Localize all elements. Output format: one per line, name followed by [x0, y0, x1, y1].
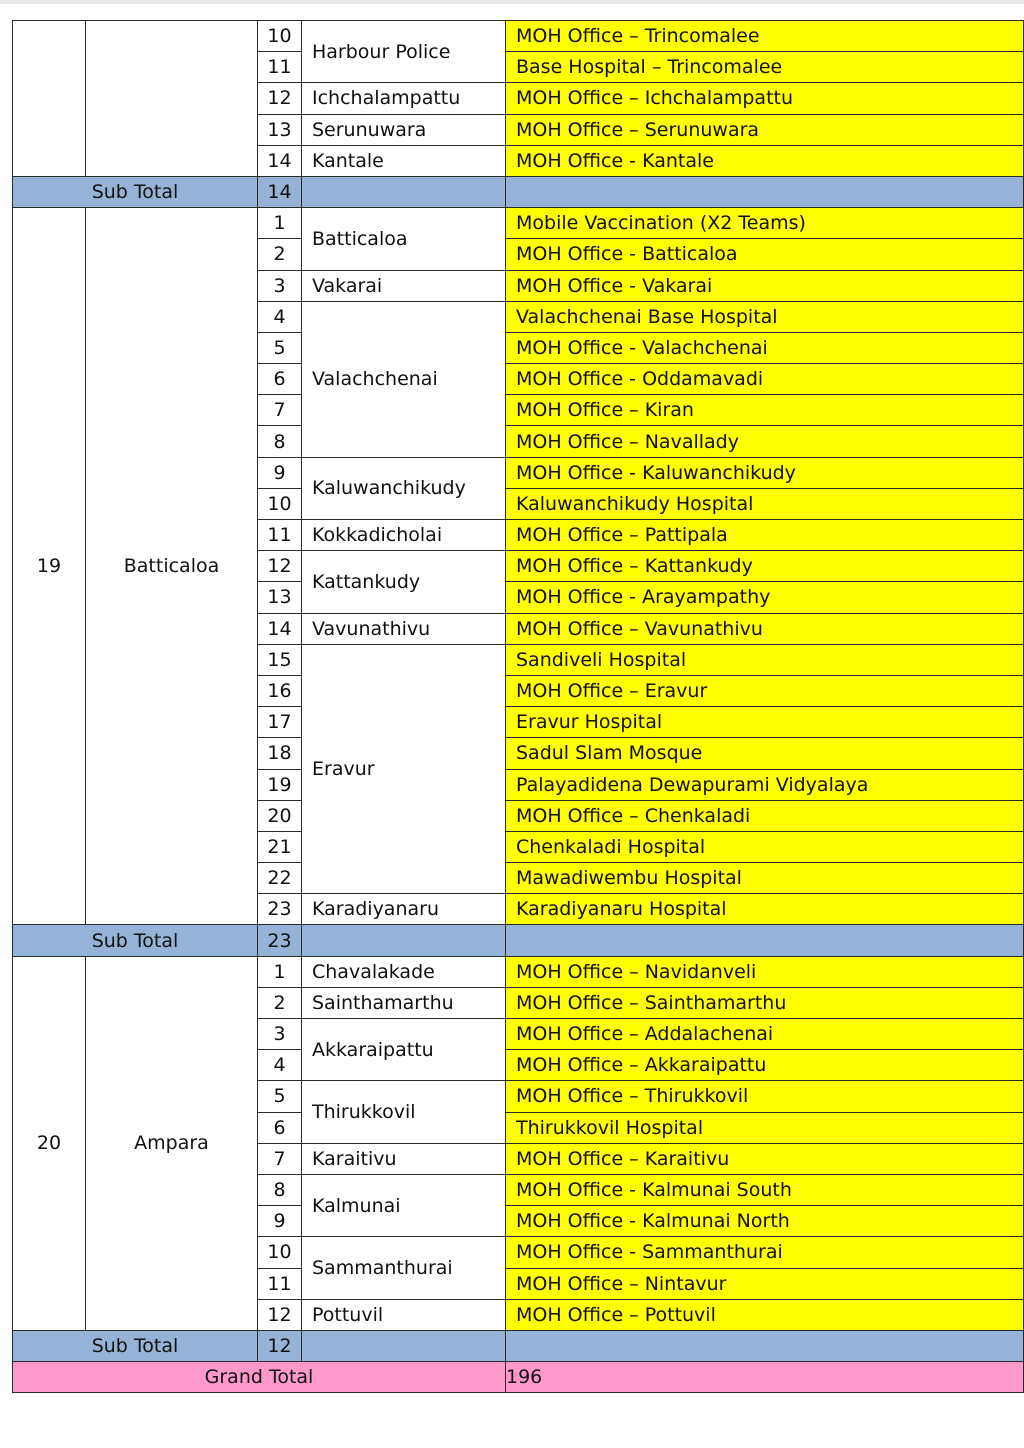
division-name: Kaluwanchikudy: [302, 457, 506, 519]
subtotal-value: 23: [258, 925, 302, 956]
district-name: Batticaloa: [86, 208, 258, 925]
row-number: 9: [258, 1206, 302, 1237]
row-number: 1: [258, 956, 302, 987]
vaccination-location: MOH Office - Valachchenai: [506, 332, 1024, 363]
division-name: Chavalakade: [302, 956, 506, 987]
grand-total-value: 196: [506, 1362, 1024, 1393]
row-number: 23: [258, 894, 302, 925]
top-divider: [0, 0, 1024, 4]
division-name: Kokkadicholai: [302, 520, 506, 551]
row-number: 13: [258, 582, 302, 613]
division-name: Sammanthurai: [302, 1237, 506, 1299]
division-name: Vavunathivu: [302, 613, 506, 644]
subtotal-row: [13, 925, 1024, 956]
row-number: 10: [258, 1237, 302, 1268]
subtotal-label: Sub Total: [13, 1330, 258, 1361]
subtotal-label: Sub Total: [13, 176, 258, 207]
subtotal-row: [13, 176, 1024, 207]
vaccination-location: MOH Office – Addalachenai: [506, 1019, 1024, 1050]
vaccination-location: Kaluwanchikudy Hospital: [506, 488, 1024, 519]
row-number: 7: [258, 395, 302, 426]
table-row: [13, 956, 1024, 987]
vaccination-location: MOH Office - Batticaloa: [506, 239, 1024, 270]
row-number: 6: [258, 1112, 302, 1143]
subtotal-value: 12: [258, 1330, 302, 1361]
division-name: Thirukkovil: [302, 1081, 506, 1143]
vaccination-location: MOH Office - Kalmunai North: [506, 1206, 1024, 1237]
vaccination-location: Eravur Hospital: [506, 707, 1024, 738]
division-name: Harbour Police: [302, 21, 506, 83]
row-number: 11: [258, 520, 302, 551]
row-number: 9: [258, 457, 302, 488]
row-number: 1: [258, 208, 302, 239]
district-name: [86, 21, 258, 177]
vaccination-location: Karadiyanaru Hospital: [506, 894, 1024, 925]
division-name: Eravur: [302, 644, 506, 894]
vaccination-location: MOH Office - Oddamavadi: [506, 364, 1024, 395]
district-number: [13, 21, 86, 177]
vaccination-location: MOH Office – Kiran: [506, 395, 1024, 426]
row-number: 21: [258, 831, 302, 862]
subtotal-row: [13, 1330, 1024, 1361]
subtotal-blank: [506, 176, 1024, 207]
division-name: Karadiyanaru: [302, 894, 506, 925]
vaccination-location: Mawadiwembu Hospital: [506, 863, 1024, 894]
division-name: Akkaraipattu: [302, 1019, 506, 1081]
division-name: Batticaloa: [302, 208, 506, 270]
row-number: 22: [258, 863, 302, 894]
subtotal-blank: [506, 925, 1024, 956]
vaccination-location: Palayadidena Dewapurami Vidyalaya: [506, 769, 1024, 800]
row-number: 11: [258, 52, 302, 83]
division-name: Ichchalampattu: [302, 83, 506, 114]
row-number: 19: [258, 769, 302, 800]
vaccination-location: MOH Office – Eravur: [506, 675, 1024, 706]
row-number: 3: [258, 270, 302, 301]
table-row: [13, 21, 1024, 52]
row-number: 18: [258, 738, 302, 769]
row-number: 14: [258, 613, 302, 644]
row-number: 16: [258, 675, 302, 706]
vaccination-location: MOH Office – Vavunathivu: [506, 613, 1024, 644]
row-number: 10: [258, 488, 302, 519]
row-number: 11: [258, 1268, 302, 1299]
subtotal-label: Sub Total: [13, 925, 258, 956]
vaccination-location: MOH Office - Kalmunai South: [506, 1174, 1024, 1205]
vaccination-location: MOH Office – Trincomalee: [506, 21, 1024, 52]
table-row: [13, 208, 1024, 239]
division-name: Kattankudy: [302, 551, 506, 613]
subtotal-blank: [302, 925, 506, 956]
row-number: 13: [258, 114, 302, 145]
row-number: 7: [258, 1143, 302, 1174]
vaccination-location: MOH Office – Sainthamarthu: [506, 987, 1024, 1018]
row-number: 5: [258, 1081, 302, 1112]
subtotal-blank: [302, 176, 506, 207]
vaccination-location: Thirukkovil Hospital: [506, 1112, 1024, 1143]
row-number: 17: [258, 707, 302, 738]
division-name: Serunuwara: [302, 114, 506, 145]
vaccination-location: MOH Office - Vakarai: [506, 270, 1024, 301]
vaccination-location: MOH Office – Akkaraipattu: [506, 1050, 1024, 1081]
vaccination-location: Sandiveli Hospital: [506, 644, 1024, 675]
row-number: 8: [258, 1174, 302, 1205]
grand-total-label: Grand Total: [13, 1362, 506, 1393]
vaccination-location: MOH Office – Karaitivu: [506, 1143, 1024, 1174]
row-number: 2: [258, 239, 302, 270]
row-number: 12: [258, 83, 302, 114]
vaccination-location: MOH Office – Navidanveli: [506, 956, 1024, 987]
vaccination-location: MOH Office – Pattipala: [506, 520, 1024, 551]
division-name: Karaitivu: [302, 1143, 506, 1174]
vaccination-location: Mobile Vaccination (X2 Teams): [506, 208, 1024, 239]
district-number: 20: [13, 956, 86, 1330]
row-number: 10: [258, 21, 302, 52]
vaccination-centres-table: [12, 20, 1024, 1393]
division-name: Vakarai: [302, 270, 506, 301]
division-name: Sainthamarthu: [302, 987, 506, 1018]
district-number: 19: [13, 208, 86, 925]
vaccination-location: MOH Office – Ichchalampattu: [506, 83, 1024, 114]
row-number: 3: [258, 1019, 302, 1050]
vaccination-location: MOH Office – Thirukkovil: [506, 1081, 1024, 1112]
vaccination-location: Base Hospital – Trincomalee: [506, 52, 1024, 83]
row-number: 8: [258, 426, 302, 457]
division-name: Kalmunai: [302, 1174, 506, 1236]
vaccination-location: MOH Office - Kantale: [506, 145, 1024, 176]
vaccination-location: MOH Office – Kattankudy: [506, 551, 1024, 582]
vaccination-location: MOH Office – Nintavur: [506, 1268, 1024, 1299]
row-number: 2: [258, 987, 302, 1018]
vaccination-location: Sadul Slam Mosque: [506, 738, 1024, 769]
row-number: 15: [258, 644, 302, 675]
row-number: 20: [258, 800, 302, 831]
row-number: 4: [258, 1050, 302, 1081]
vaccination-location: MOH Office – Chenkaladi: [506, 800, 1024, 831]
row-number: 6: [258, 364, 302, 395]
vaccination-location: MOH Office - Arayampathy: [506, 582, 1024, 613]
vaccination-location: MOH Office - Kaluwanchikudy: [506, 457, 1024, 488]
row-number: 4: [258, 301, 302, 332]
grand-total-row: [13, 1362, 1024, 1393]
district-name: Ampara: [86, 956, 258, 1330]
division-name: Valachchenai: [302, 301, 506, 457]
row-number: 12: [258, 551, 302, 582]
subtotal-blank: [506, 1330, 1024, 1361]
division-name: Pottuvil: [302, 1299, 506, 1330]
subtotal-blank: [302, 1330, 506, 1361]
subtotal-value: 14: [258, 176, 302, 207]
row-number: 14: [258, 145, 302, 176]
vaccination-location: MOH Office - Sammanthurai: [506, 1237, 1024, 1268]
row-number: 5: [258, 332, 302, 363]
vaccination-location: MOH Office – Pottuvil: [506, 1299, 1024, 1330]
vaccination-location: MOH Office – Serunuwara: [506, 114, 1024, 145]
vaccination-location: Valachchenai Base Hospital: [506, 301, 1024, 332]
vaccination-location: MOH Office – Navallady: [506, 426, 1024, 457]
division-name: Kantale: [302, 145, 506, 176]
vaccination-location: Chenkaladi Hospital: [506, 831, 1024, 862]
row-number: 12: [258, 1299, 302, 1330]
